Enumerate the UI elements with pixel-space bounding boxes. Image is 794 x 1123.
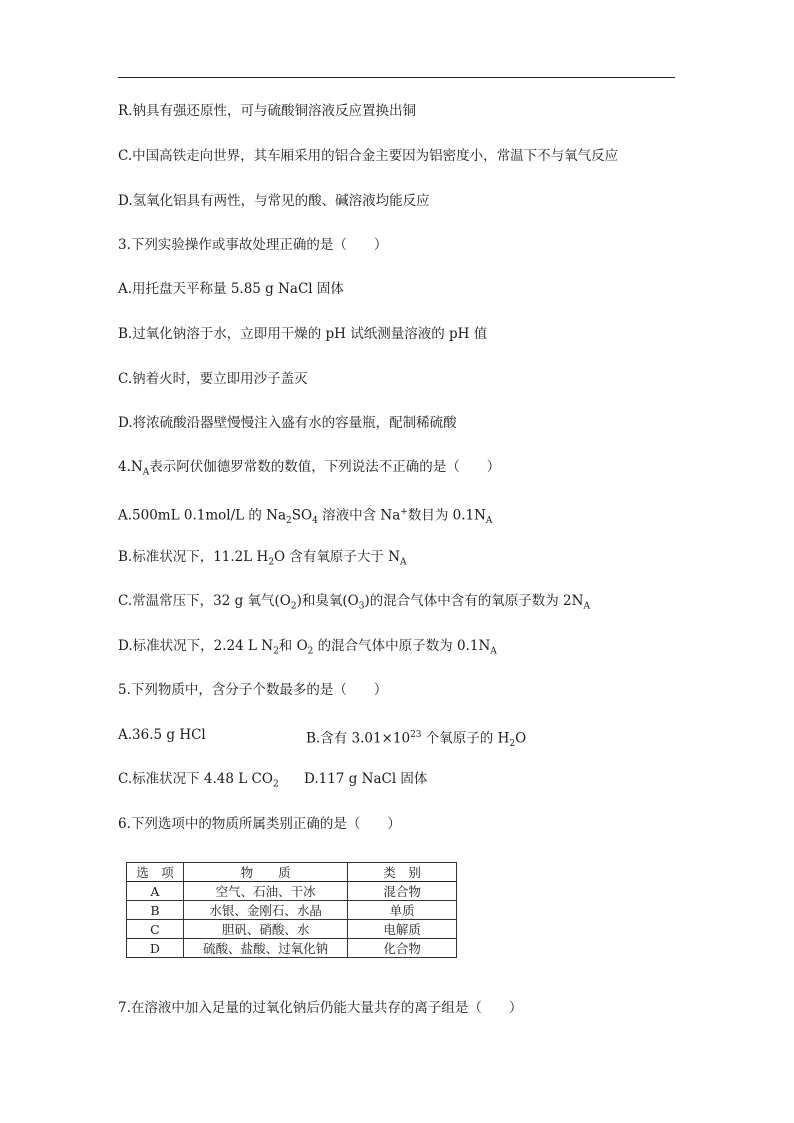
- table-cell: 单质: [348, 901, 457, 920]
- question-6: 6.下列选项中的物质所属类别正确的是（ ）: [118, 816, 401, 832]
- question-5-row-2: [118, 770, 428, 794]
- question-5-row-1: [118, 726, 527, 750]
- table-cell: 水银、金刚石、水晶: [183, 901, 347, 920]
- header-rule: [118, 77, 675, 78]
- question-3-option-a: A.用托盘天平称量 5.85 g NaCl 固体: [118, 281, 344, 297]
- table-cell: D: [127, 939, 184, 958]
- table-cell: A: [127, 882, 184, 901]
- option-r-line: R.钠具有强还原性，可与硫酸铜溶液反应置换出铜: [118, 103, 416, 119]
- question-7: 7.在溶液中加入足量的过氧化钠后仍能大量共存的离子组是（ ）: [118, 1000, 523, 1016]
- classification-table: [126, 862, 457, 958]
- table-header-cell: 选 项: [127, 863, 184, 882]
- table-cell: C: [127, 920, 184, 939]
- table-cell: B: [127, 901, 184, 920]
- table-header-cell: 类 别: [348, 863, 457, 882]
- question-3: 3.下列实验操作或事故处理正确的是（ ）: [118, 237, 388, 253]
- table-row: [127, 882, 457, 901]
- question-4-option-b: B.标准状况下，11.2L $H_2O$ 含有氧原子大于 $N_A$: [118, 549, 407, 568]
- table-header-cell: 物 质: [183, 863, 347, 882]
- question-5: 5.下列物质中，含分子个数最多的是（ ）: [118, 682, 388, 698]
- table-cell: 胆矾、硝酸、水: [183, 920, 347, 939]
- table-cell: 混合物: [348, 882, 457, 901]
- table-header-row: [127, 863, 457, 882]
- question-5-option-d: D.117 g NaCl 固体: [304, 771, 428, 787]
- question-4-option-a: A.500mL 0.1mol/L 的 $Na_2SO_4$ 溶液中含 Na+数目为 $0.1N_A$: [118, 507, 493, 527]
- table-cell: 空气、石油、干冰: [183, 882, 347, 901]
- question-3-option-b: B.过氧化钠溶于水，立即用干燥的 pH 试纸测量溶液的 pH 值: [118, 326, 488, 342]
- question-3-option-d: D.将浓硫酸沿器壁慢慢注入盛有水的容量瓶，配制稀硫酸: [118, 415, 457, 431]
- table-cell: 化合物: [348, 939, 457, 958]
- question-5-option-c: C.标准状况下 4.48 L $CO_2$: [118, 771, 279, 790]
- table-cell: 电解质: [348, 920, 457, 939]
- table-row: [127, 939, 457, 958]
- table-cell: 硫酸、盐酸、过氧化钠: [183, 939, 347, 958]
- question-5-option-b: B.含有 $3.01\times 10^{23}$ 个氧原子的 $H_2O$: [306, 730, 527, 750]
- option-c-line: C.中国高铁走向世界，其车厢采用的铝合金主要因为铝密度小，常温下不与氧气反应: [118, 148, 619, 164]
- question-3-option-c: C.钠着火时，要立即用沙子盖灭: [118, 371, 308, 387]
- question-4: $4.N_A$表示阿伏伽德罗常数的数值，下列说法不正确的是（ ）: [118, 459, 501, 478]
- question-5-option-a: A.36.5 g HCl: [118, 727, 206, 743]
- table-row: [127, 901, 457, 920]
- option-d-line: D.氢氧化铝具有两性，与常见的酸、碱溶液均能反应: [118, 193, 430, 209]
- table-row: [127, 920, 457, 939]
- question-4-option-c: C.常温常压下，32 g 氧气$(O_2)$和臭氧$(O_3)$的混合气体中含有的氧原子数为 $2N_A$: [118, 593, 590, 612]
- question-4-option-d: D.标准状况下，2.24 L $N_2$和 $O_2$ 的混合气体中原子数为 $0.1N_A$: [118, 638, 497, 657]
